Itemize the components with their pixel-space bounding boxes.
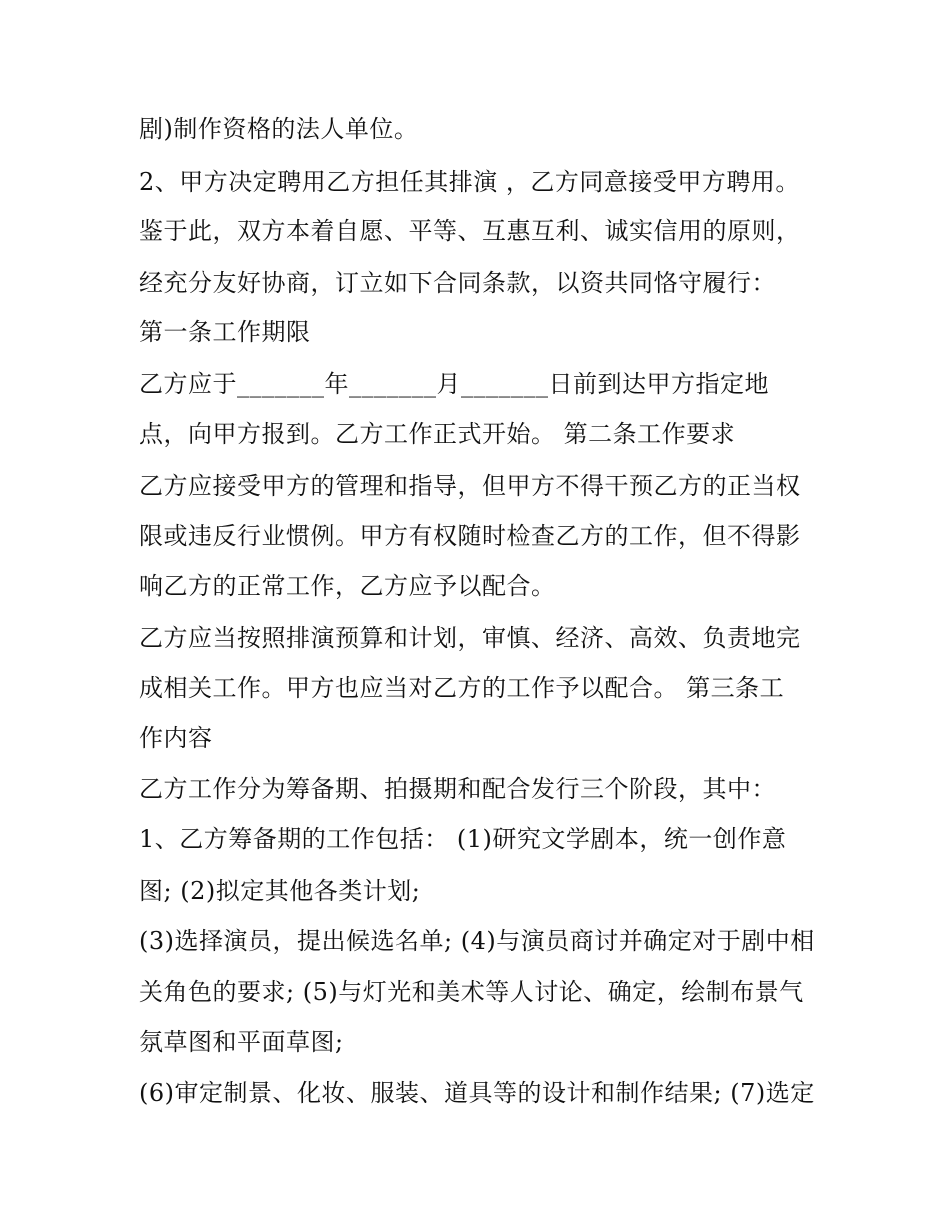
text-line: 成相关工作。甲方也应当对乙方的工作予以配合。 第三条工	[139, 674, 785, 702]
text-line: (6)审定制景、化妆、服装、道具等的设计和制作结果; (7)选定	[139, 1079, 815, 1107]
text-line: 乙方工作分为筹备期、拍摄期和配合发行三个阶段，其中：	[139, 775, 776, 803]
text-line: 图; (2)拟定其他各类计划;	[139, 877, 421, 905]
text-line: (3)选择演员，提出候选名单; (4)与演员商讨并确定对于剧中相	[139, 927, 815, 955]
text-line: 乙方应接受甲方的管理和指导，但甲方不得干预乙方的正当权	[139, 472, 801, 500]
section-heading: 第一条工作期限	[139, 318, 311, 346]
text-line: 氛草图和平面草图;	[139, 1028, 344, 1056]
text-line: 响乙方的正常工作，乙方应予以配合。	[139, 572, 556, 600]
text-line: 乙方应于_______年_______月_______日前到达甲方指定地	[139, 370, 769, 398]
text-line: 1、乙方筹备期的工作包括： (1)研究文学剧本，统一创作意	[139, 825, 787, 853]
text-line: 鉴于此，双方本着自愿、平等、互惠互利、诚实信用的原则，	[139, 217, 801, 245]
text-line: 乙方应当按照排演预算和计划，审慎、经济、高效、负责地完	[139, 624, 801, 652]
text-line: 关角色的要求; (5)与灯光和美术等人讨论、确定，绘制布景气	[139, 978, 804, 1006]
text-line: 2、甲方决定聘用乙方担任其排演 ，乙方同意接受甲方聘用。	[139, 168, 800, 196]
text-line: 剧)制作资格的法人单位。	[139, 115, 419, 143]
text-line: 作内容	[139, 724, 213, 752]
text-line: 限或违反行业惯例。甲方有权随时检查乙方的工作，但不得影	[139, 522, 801, 550]
text-line: 经充分友好协商，订立如下合同条款，以资共同恪守履行：	[139, 269, 776, 297]
text-line: 点，向甲方报到。乙方工作正式开始。 第二条工作要求	[139, 420, 736, 448]
